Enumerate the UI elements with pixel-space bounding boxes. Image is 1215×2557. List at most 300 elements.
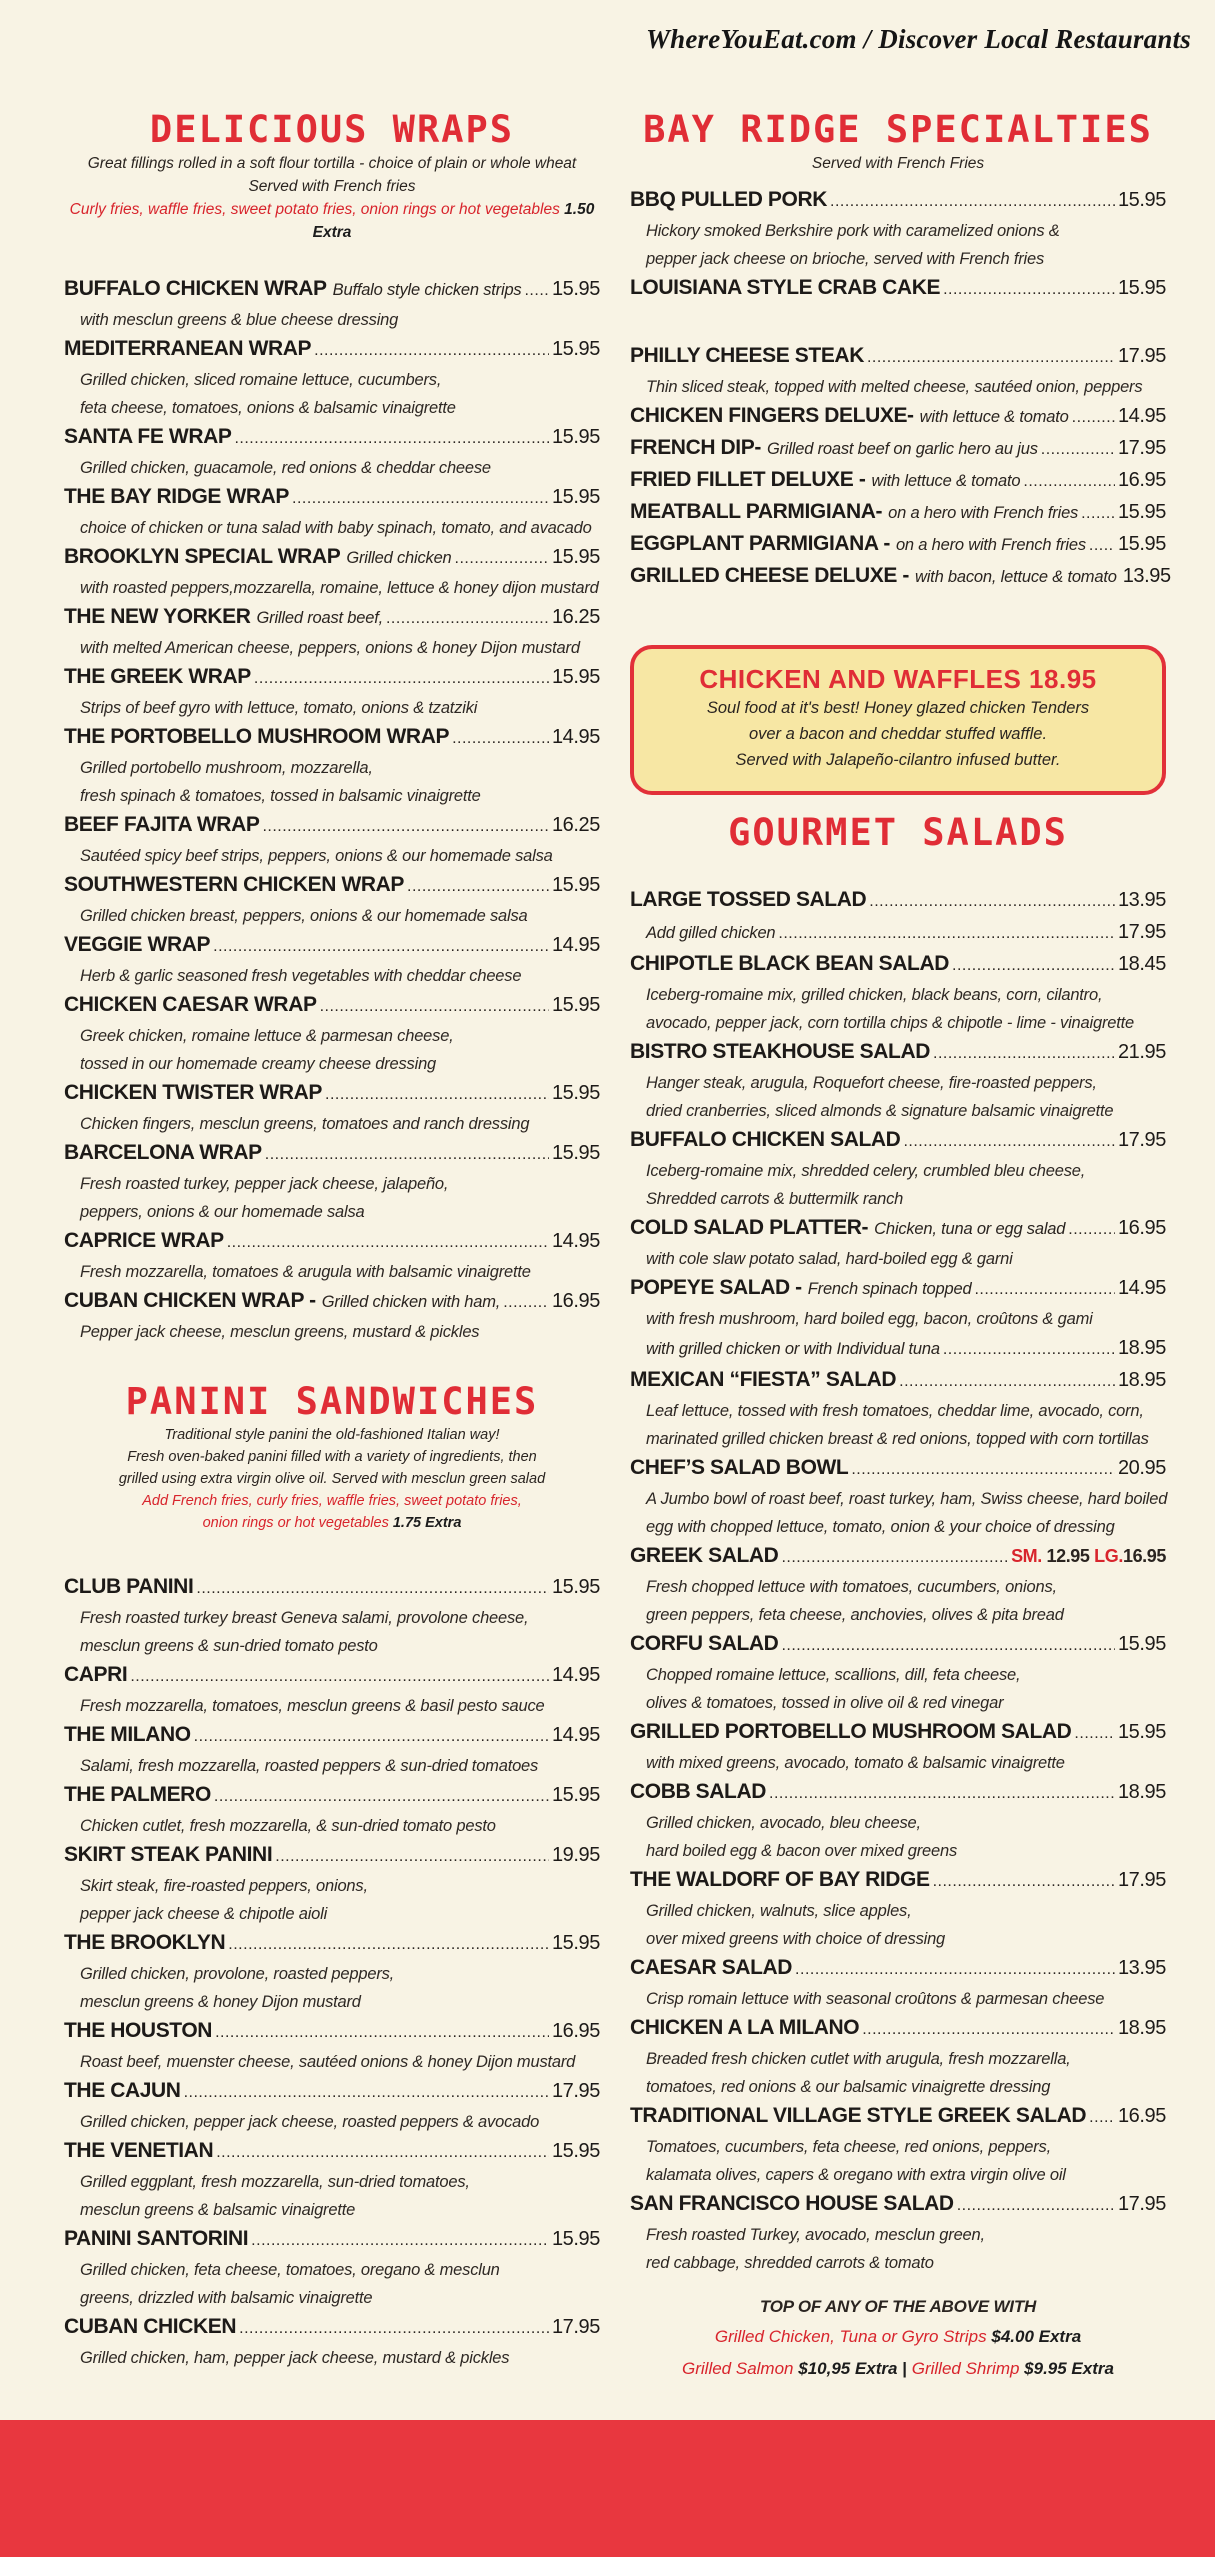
item-price: 13.95 [1117,889,1166,911]
dot-leader [867,343,1115,373]
item-description: Grilled chicken, sliced romaine lettuce, cucumbers, [80,371,442,389]
item-price: 15.95 [551,486,600,508]
item-name: FRIED FILLET DELUXE - [630,468,866,491]
item-line [630,1037,1166,1069]
menu-item [630,1453,1166,1541]
item-description: red cabbage, shredded carrots & tomato [646,2254,934,2272]
extras-price: 1.50 Extra [312,201,595,241]
menu-item [64,2136,600,2224]
dot-leader [769,1779,1115,1809]
dot-leader [952,951,1115,981]
item-name: GRILLED PORTOBELLO MUSHROOM SALAD [630,1720,1072,1743]
promo-line: Soul food at it's best! Honey glazed chicken Tenders [706,699,1090,717]
menu-item [64,334,600,422]
dot-leader [503,1288,549,1318]
item-price: 17.95 [1117,1129,1166,1151]
promo-title: CHICKEN AND WAFFLES 18.95 [699,664,1097,694]
menu-item [630,1953,1166,2013]
item-price: 17.95 [1117,1869,1166,1891]
item-name: THE VENETIAN [64,2139,214,2162]
item-name: BARCELONA WRAP [64,1141,262,1164]
dot-leader [795,1955,1115,1985]
salads-section [630,811,1166,2277]
item-description: Shredded carrots & buttermilk ranch [646,1190,904,1208]
item-line [64,2312,600,2344]
item-name: TRADITIONAL VILLAGE STYLE GREEK SALAD [630,2104,1087,2127]
item-name: GREEK SALAD [630,1544,779,1567]
item-line [64,990,600,1022]
item-description: Iceberg-romaine mix, grilled chicken, black beans, corn, cilantro, [646,986,1103,1004]
salads-list [630,885,1166,2277]
item-description: with mesclun greens & blue cheese dressing [80,311,399,329]
item-description: tomatoes, red onions & our balsamic vinaigrette dressing [646,2078,1051,2096]
item-price: 14.95 [551,1724,600,1746]
item-description: Fresh mozzarella, tomatoes, mesclun greens & basil pesto sauce [80,1697,545,1715]
dot-leader [830,187,1115,217]
item-description: Fresh roasted turkey, pepper jack cheese, jalapeño, [80,1175,449,1193]
item-line [64,274,600,306]
dot-leader [933,1867,1115,1897]
item-price: 17.95 [1117,437,1166,459]
dot-leader [196,1574,549,1604]
item-line [630,1629,1166,1661]
item-note: on a hero with French fries [895,536,1086,554]
section-subtitle: Served with French fries [248,178,416,195]
section-title: DELICIOUS WRAPS [149,108,515,151]
dot-leader [862,2015,1115,2045]
dot-leader [1041,435,1115,465]
item-line [64,930,600,962]
item-name: CHICKEN FINGERS DELUXE- [630,404,914,427]
item-price: 13.95 [1122,565,1171,587]
menu-item [64,2312,600,2372]
menu-item [630,1629,1166,1717]
item-description: Skirt steak, fire-roasted peppers, onions, [80,1877,368,1895]
menu-item [630,1865,1166,1953]
item-line [64,2224,600,2256]
item-name: CHICKEN A LA MILANO [630,2016,860,2039]
item-note: with grilled chicken or with Individual tuna [646,1340,940,1358]
item-price: 16.95 [551,2020,600,2042]
left-column [64,108,600,2372]
item-line [64,810,600,842]
item-description: marinated grilled chicken breast & red onions, topped with corn tortillas [646,1430,1149,1448]
item-price: 16.95 [1117,2105,1166,2127]
menu-item [64,662,600,722]
item-line [64,1780,600,1812]
item-name: MEATBALL PARMIGIANA- [630,500,883,523]
item-price: 18.95 [1117,1781,1166,1803]
item-line [630,273,1166,305]
item-price: 17.95 [1117,921,1166,943]
item-line [630,2189,1166,2221]
dot-leader [781,1631,1115,1661]
item-line [630,1777,1166,1809]
item-description: hard boiled egg & bacon over mixed greens [646,1842,958,1860]
item-note: French spinach topped [807,1280,972,1298]
dot-leader [254,664,549,694]
menu-item [630,1541,1166,1629]
menu-item [64,1720,600,1780]
item-description: Tomatoes, cucumbers, feta cheese, red onions, peppers, [646,2138,1051,2156]
item-price: 15.95 [551,1142,600,1164]
dot-leader [194,1722,549,1752]
item-name: THE GREEK WRAP [64,665,251,688]
dot-leader [781,1543,1008,1573]
item-name: CHIPOTLE BLACK BEAN SALAD [630,952,949,975]
dot-leader [1072,403,1115,433]
menu-item [630,433,1166,465]
dot-leader [325,1080,549,1110]
price-sizes [1011,1541,1166,1571]
item-price: 15.95 [1117,1721,1166,1743]
item-price: 15.95 [551,1932,600,1954]
addon-separator: | [902,2359,907,2378]
item-name: THE CAJUN [64,2079,181,2102]
menu-item [64,1780,600,1840]
menu-item [630,185,1166,273]
dot-leader [851,1455,1115,1485]
item-line [64,2016,600,2048]
dot-leader [1081,499,1115,529]
dot-leader [275,1842,549,1872]
dot-leader [234,424,548,454]
item-description: pepper jack cheese on brioche, served with French fries [646,250,1045,268]
dot-leader [292,484,549,514]
item-line [64,542,600,574]
item-price: 15.95 [551,338,600,360]
item-description: mesclun greens & balsamic vinaigrette [80,2201,356,2219]
item-line [64,1840,600,1872]
item-line [64,1928,600,1960]
item-name: SKIRT STEAK PANINI [64,1843,273,1866]
item-name: CHEF’S SALAD BOWL [630,1456,849,1479]
dot-leader [314,336,549,366]
menu-item [630,1333,1166,1365]
item-price: 15.95 [551,666,600,688]
item-description: Grilled eggplant, fresh mozzarella, sun-dried tomatoes, [80,2173,470,2191]
dot-leader [1089,531,1115,561]
item-line [630,2101,1166,2133]
item-name: THE NEW YORKER [64,605,251,628]
item-price: 18.45 [1117,953,1166,975]
dot-leader [943,1335,1115,1365]
item-price: 16.25 [551,814,600,836]
promo-line: over a bacon and cheddar stuffed waffle. [748,725,1048,743]
menu-item [630,1777,1166,1865]
item-description: with cole slaw potato salad, hard-boiled egg & garni [646,1250,1013,1268]
item-description: egg with chopped lettuce, tomato, onion & your choice of dressing [646,1518,1115,1536]
dot-leader [386,604,549,634]
item-description: A Jumbo bowl of roast beef, roast turkey, ham, Swiss cheese, hard boiled [646,1490,1168,1508]
section-subtitle: Served with French Fries [811,155,985,172]
item-price: 15.95 [551,1784,600,1806]
item-note: with lettuce & tomato [919,408,1069,426]
dot-leader [228,1930,549,1960]
item-line [630,1865,1166,1897]
menu-item [64,1138,600,1226]
item-note: Chicken, tuna or egg salad [874,1220,1066,1238]
item-description: Grilled chicken, provolone, roasted peppers, [80,1965,395,1983]
wraps-list [64,274,600,1346]
menu-item [630,1365,1166,1453]
menu-item [64,1840,600,1928]
item-note: on a hero with French fries [888,504,1079,522]
item-description: Thin sliced steak, topped with melted cheese, sautéed onion, peppers [646,378,1143,396]
item-line [630,1541,1166,1573]
item-name: BEEF FAJITA WRAP [64,813,260,836]
item-price: 18.95 [1117,1369,1166,1391]
menu-item [64,422,600,482]
dot-leader [227,1228,549,1258]
item-description: Herb & garlic seasoned fresh vegetables with cheddar cheese [80,967,522,985]
item-description: Strips of beef gyro with lettuce, tomato, onions & tzatziki [80,699,478,717]
item-note: with bacon, lettuce & tomato [915,568,1117,586]
addons [630,2293,1166,2385]
menu-item [630,1125,1166,1213]
menu-item [64,810,600,870]
item-description: Salami, fresh mozzarella, roasted peppers & sun-dried tomatoes [80,1757,539,1775]
menu-item [630,949,1166,1037]
item-line [630,2013,1166,2045]
item-name: SOUTHWESTERN CHICKEN WRAP [64,873,404,896]
item-description: mesclun greens & honey Dijon mustard [80,1993,361,2011]
item-price: 20.95 [1117,1457,1166,1479]
item-line [64,2076,600,2108]
dot-leader [262,812,548,842]
item-line [64,1226,600,1258]
item-name: BUFFALO CHICKEN WRAP [64,277,327,300]
promo-line: Served with Jalapeño-cilantro infused butter. [735,751,1061,769]
addon-price: $4.00 Extra [991,2327,1082,2346]
menu-item [630,1037,1166,1125]
menu-item [64,722,600,810]
dot-leader [214,1782,549,1812]
section-extras [64,1512,600,1534]
menu-item [630,1717,1166,1777]
site-header[interactable]: WhereYouEat.com / Discover Local Restaurants [645,24,1191,54]
menu-item [64,990,600,1078]
item-description: Grilled chicken, feta cheese, tomatoes, oregano & mesclun [80,2261,500,2279]
item-line [64,1720,600,1752]
panini-section [64,1380,600,2372]
item-description: Grilled chicken, avocado, bleu cheese, [646,1814,921,1832]
item-description: avocado, pepper jack, corn tortilla chips & chipotle - lime - vinaigrette [646,1014,1134,1032]
menu-item [630,1213,1166,1273]
item-price: 15.95 [1117,533,1166,555]
item-description: Greek chicken, romaine lettuce & parmesan cheese, [80,1027,454,1045]
right-column [630,108,1171,2385]
item-price: 15.95 [551,994,600,1016]
item-description: Fresh mozzarella, tomatoes & arugula with balsamic vinaigrette [80,1263,531,1281]
item-line [630,917,1166,949]
item-description: choice of chicken or tuna salad with baby spinach, tomato, and avacado [80,519,592,537]
menu-item [64,542,600,602]
dot-leader [452,724,549,754]
item-price: 15.95 [551,2228,600,2250]
menu-item [64,2224,600,2312]
item-price: 17.95 [551,2080,600,2102]
item-description: with melted American cheese, peppers, onions & honey Dijon mustard [80,639,580,657]
item-name: PANINI SANTORINI [64,2227,249,2250]
item-name: POPEYE SALAD - [630,1276,802,1299]
item-line [64,1138,600,1170]
item-name: THE MILANO [64,1723,191,1746]
item-line [630,529,1166,561]
addons-heading: TOP OF ANY OF THE ABOVE WITH [759,2297,1037,2316]
item-name: MEXICAN “FIESTA” SALAD [630,1368,897,1391]
item-price: 15.95 [1117,189,1166,211]
addons-row [630,2321,1166,2353]
item-line [630,433,1166,465]
item-line [630,1453,1166,1485]
item-name: CORFU SALAD [630,1632,779,1655]
item-line [64,482,600,514]
item-name: BROOKLYN SPECIAL WRAP [64,545,341,568]
dot-leader [957,2191,1115,2221]
item-note: Add gilled chicken [646,924,776,942]
menu-item [64,1078,600,1138]
item-description: Grilled chicken, walnuts, slice apples, [646,1902,912,1920]
item-description: Iceberg-romaine mix, shredded celery, crumbled bleu cheese, [646,1162,1086,1180]
item-name: BUFFALO CHICKEN SALAD [630,1128,901,1151]
item-name: FRENCH DIP- [630,436,761,459]
item-name: MEDITERRANEAN WRAP [64,337,312,360]
dot-leader [943,275,1115,305]
item-description: with mixed greens, avocado, tomato & balsamic vinaigrette [646,1754,1065,1772]
item-line [630,401,1166,433]
item-price: 15.95 [551,278,600,300]
item-name: CAESAR SALAD [630,1956,793,1979]
dot-leader [215,2018,549,2048]
dot-leader [265,1140,549,1170]
menu-item [630,2189,1166,2277]
item-line [64,422,600,454]
item-description: olives & tomatoes, tossed in olive oil & red vinegar [646,1694,1004,1712]
item-name: CAPRI [64,1663,128,1686]
item-line [64,2136,600,2168]
item-price: 14.95 [1117,405,1166,427]
item-price: 21.95 [1117,1041,1166,1063]
addon-price: $9.95 Extra [1024,2359,1114,2378]
item-name: COLD SALAD PLATTER- [630,1216,869,1239]
item-line [630,465,1166,497]
addons-row [630,2353,1166,2385]
item-line [630,561,1171,593]
item-line [630,341,1166,373]
dot-leader [239,2314,549,2344]
item-name: THE BAY RIDGE WRAP [64,485,289,508]
item-description: Fresh roasted turkey breast Geneva salami, provolone cheese, [80,1609,529,1627]
item-name: GRILLED CHEESE DELUXE - [630,564,909,587]
item-note: Buffalo style chicken strips [332,281,522,299]
menu-item [630,2101,1166,2189]
dot-leader [1023,467,1115,497]
menu-item [64,602,600,662]
item-price: 15.95 [1117,277,1166,299]
item-line [630,185,1166,217]
item-name: PHILLY CHEESE STEAK [630,344,864,367]
item-name: CHICKEN TWISTER WRAP [64,1081,322,1104]
item-line [630,885,1166,917]
item-name: EGGPLANT PARMIGIANA - [630,532,890,555]
dot-leader [130,1662,549,1692]
item-price: 14.95 [1117,1277,1166,1299]
extras-price: 1.75 Extra [392,1515,462,1531]
item-description: Sautéed spicy beef strips, peppers, onions & our homemade salsa [80,847,553,865]
bayridge-section [630,108,1171,593]
menu-item [630,561,1171,593]
item-price: 16.25 [551,606,600,628]
menu-item [64,1660,600,1720]
item-line [64,870,600,902]
item-price: 16.95 [1117,469,1166,491]
item-description: fresh spinach & tomatoes, tossed in balsamic vinaigrette [80,787,481,805]
item-description: Crisp romain lettuce with seasonal croûtons & parmesan cheese [646,1990,1105,2008]
item-line [64,1572,600,1604]
item-price: 19.95 [551,1844,600,1866]
item-price: 16.95 [1117,1217,1166,1239]
dot-leader [184,2078,549,2108]
dot-leader [869,887,1115,917]
item-price: 17.95 [551,2316,600,2338]
item-price: 14.95 [551,1664,600,1686]
item-price: 15.95 [1117,501,1166,523]
dot-leader [1074,1719,1115,1749]
item-line [64,1286,600,1318]
item-price: 15.95 [551,426,600,448]
item-name: CAPRICE WRAP [64,1229,224,1252]
menu-item [630,497,1166,529]
section-subtitle: Great fillings rolled in a soft flour tortilla - choice of plain or whole wheat [87,155,577,172]
dot-leader [778,919,1115,949]
item-name: CHICKEN CAESAR WRAP [64,993,317,1016]
item-price: 15.95 [551,874,600,896]
menu-item [64,930,600,990]
item-line [64,662,600,694]
item-line [64,722,600,754]
item-description: feta cheese, tomatoes, onions & balsamic vinaigrette [80,399,456,417]
item-price: 18.95 [1117,2017,1166,2039]
section-extras [64,198,600,244]
addon-label: Grilled Shrimp [911,2359,1020,2378]
item-price: 15.95 [1117,1633,1166,1655]
item-name: SAN FRANCISCO HOUSE SALAD [630,2192,954,2215]
menu-item [64,2076,600,2136]
dot-leader [407,872,549,902]
item-description: green peppers, feta cheese, anchovies, olives & pita bread [646,1606,1064,1624]
item-note: Grilled roast beef on garlic hero au jus [766,440,1038,458]
item-description: Grilled chicken, pepper jack cheese, roasted peppers & avocado [80,2113,540,2131]
item-price: 17.95 [1117,2193,1166,2215]
item-description: Fresh chopped lettuce with tomatoes, cucumbers, onions, [646,1578,1057,1596]
item-name: LARGE TOSSED SALAD [630,888,867,911]
dot-leader [320,992,549,1022]
item-price: 14.95 [551,1230,600,1252]
menu-item [64,870,600,930]
section-subtitle: Traditional style panini the old-fashioned Italian way! [164,1427,500,1443]
item-description: kalamata olives, capers & oregano with extra virgin olive oil [646,2166,1066,2184]
dot-leader [903,1127,1115,1157]
item-description: Hickory smoked Berkshire pork with caramelized onions & [646,222,1060,240]
item-description: over mixed greens with choice of dressing [646,1930,946,1948]
item-line [64,1078,600,1110]
item-line [64,1660,600,1692]
item-line [64,334,600,366]
section-title: PANINI SANDWICHES [125,1380,539,1423]
item-line [630,1213,1166,1245]
dot-leader [899,1367,1115,1397]
